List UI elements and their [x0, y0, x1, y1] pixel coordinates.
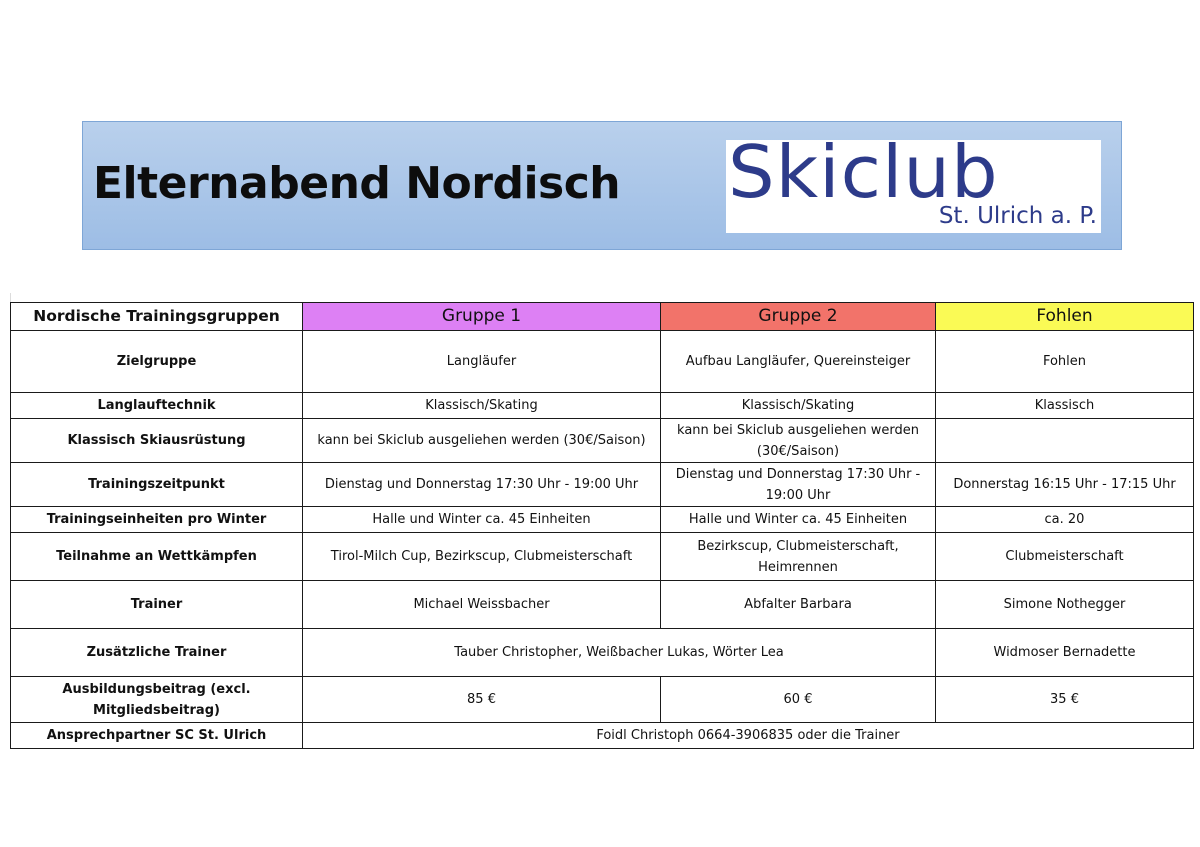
- table-row-langlauftechnik: [11, 393, 1194, 419]
- row-label: Trainingseinheiten pro Winter: [11, 507, 303, 533]
- table-cell: Abfalter Barbara: [661, 581, 936, 629]
- row-label: Trainer: [11, 581, 303, 629]
- table-row-zusaetzliche-trainer: [11, 629, 1194, 677]
- table-cell: Bezirkscup, Clubmeisterschaft, Heimrennen: [661, 533, 936, 581]
- table-cell: [936, 419, 1194, 463]
- table-cell-merged: Tauber Christopher, Weißbacher Lukas, Wörter Lea: [303, 629, 936, 677]
- table-header-row: [11, 303, 1194, 331]
- table-cell: Klassisch: [936, 393, 1194, 419]
- header-banner: [82, 121, 1122, 250]
- table-cell: kann bei Skiclub ausgeliehen werden (30€/Saison): [303, 419, 661, 463]
- table-row-trainer: [11, 581, 1194, 629]
- group-header-fohlen: Fohlen: [936, 303, 1194, 331]
- table-cell: Halle und Winter ca. 45 Einheiten: [661, 507, 936, 533]
- page-title: Elternabend Nordisch: [93, 158, 621, 209]
- table-cell: Halle und Winter ca. 45 Einheiten: [303, 507, 661, 533]
- table-cell: Dienstag und Donnerstag 17:30 Uhr - 19:00 Uhr: [303, 463, 661, 507]
- table-cell: Dienstag und Donnerstag 17:30 Uhr - 19:00 Uhr: [661, 463, 936, 507]
- table-row-wettkaempfe: [11, 533, 1194, 581]
- row-label: Teilnahme an Wettkämpfen: [11, 533, 303, 581]
- table-cell: 85 €: [303, 677, 661, 723]
- table-cell: Klassisch/Skating: [661, 393, 936, 419]
- table-cell: Clubmeisterschaft: [936, 533, 1194, 581]
- skiclub-logo: [726, 130, 1101, 233]
- table-cell: Tirol-Milch Cup, Bezirkscup, Clubmeisterschaft: [303, 533, 661, 581]
- row-label: Ansprechpartner SC St. Ulrich: [11, 723, 303, 749]
- table-cell: Klassisch/Skating: [303, 393, 661, 419]
- logo-wordmark: Skiclub: [728, 130, 999, 214]
- table-row-ansprechpartner: [11, 723, 1194, 749]
- row-label: Ausbildungsbeitrag (excl. Mitgliedsbeitrag): [11, 677, 303, 723]
- table-cell: Widmoser Bernadette: [936, 629, 1194, 677]
- row-label: Langlauftechnik: [11, 393, 303, 419]
- table-cell: 60 €: [661, 677, 936, 723]
- table-cell: kann bei Skiclub ausgeliehen werden (30€/Saison): [661, 419, 936, 463]
- table-cell: Aufbau Langläufer, Quereinsteiger: [661, 331, 936, 393]
- row-label: Trainingszeitpunkt: [11, 463, 303, 507]
- group-header-gruppe-1: Gruppe 1: [303, 303, 661, 331]
- table-cell: Langläufer: [303, 331, 661, 393]
- table-row-trainingseinheiten: [11, 507, 1194, 533]
- row-label: Zielgruppe: [11, 331, 303, 393]
- spreadsheet-gridlines: [10, 293, 1194, 302]
- table-cell: Michael Weissbacher: [303, 581, 661, 629]
- table-cell: Donnerstag 16:15 Uhr - 17:15 Uhr: [936, 463, 1194, 507]
- table-row-ausbildungsbeitrag: [11, 677, 1194, 723]
- row-label: Klassisch Skiausrüstung: [11, 419, 303, 463]
- table-cell: ca. 20: [936, 507, 1194, 533]
- table-row-trainingszeitpunkt: [11, 463, 1194, 507]
- table-row-zielgruppe: [11, 331, 1194, 393]
- header-label: Nordische Trainingsgruppen: [11, 303, 303, 331]
- training-groups-table: [10, 302, 1194, 749]
- group-header-gruppe-2: Gruppe 2: [661, 303, 936, 331]
- table-row-skiausruestung: [11, 419, 1194, 463]
- table-cell: Fohlen: [936, 331, 1194, 393]
- logo-subtitle: St. Ulrich a. P.: [938, 203, 1097, 229]
- table-cell-merged: Foidl Christoph 0664-3906835 oder die Trainer: [303, 723, 1194, 749]
- row-label: Zusätzliche Trainer: [11, 629, 303, 677]
- table-cell: 35 €: [936, 677, 1194, 723]
- table-cell: Simone Nothegger: [936, 581, 1194, 629]
